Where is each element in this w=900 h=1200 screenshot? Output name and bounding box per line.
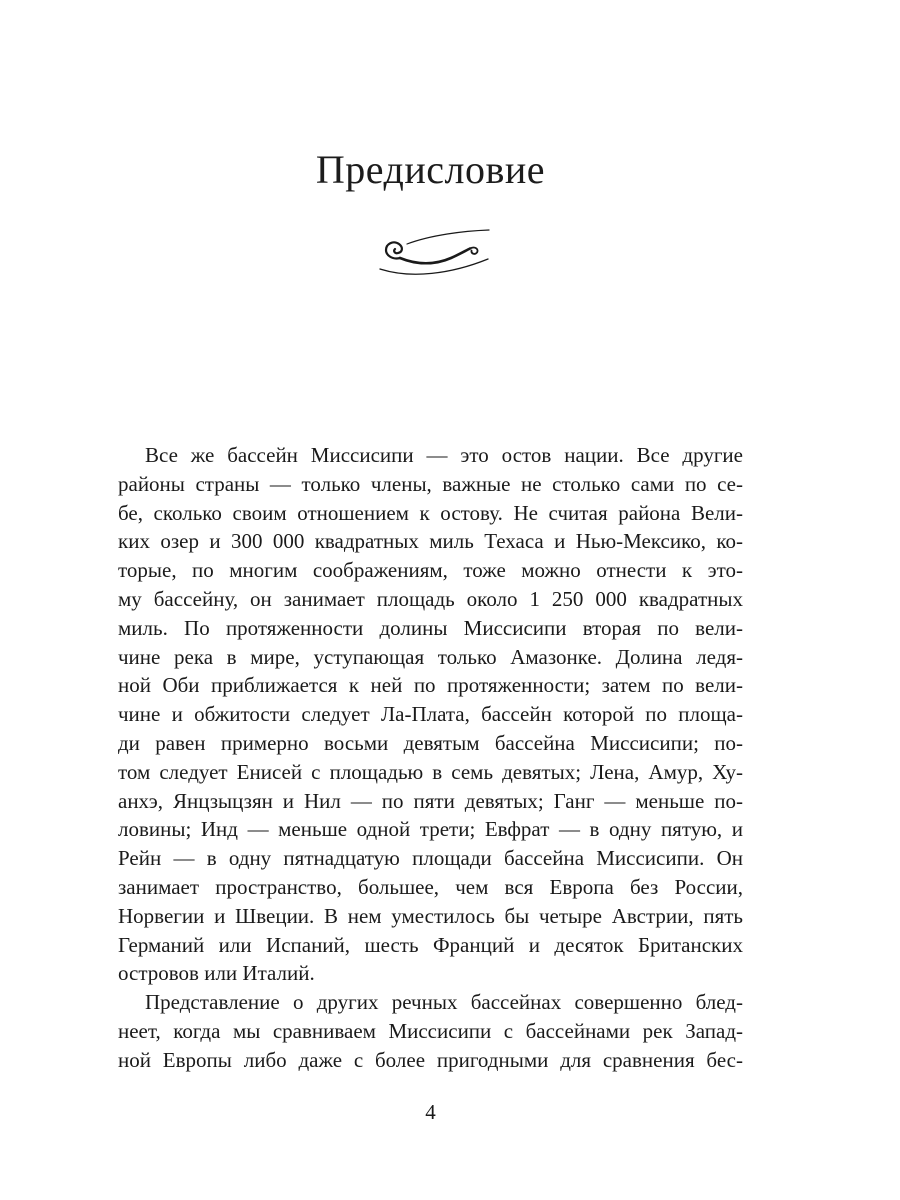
text-line: Норвегии и Швеции. В нем уместилось бы четыре Австрии, пять	[118, 903, 743, 928]
text-line: чине и обжитости следует Ла-Плата, бассейн которой по площа-	[118, 702, 743, 727]
text-line: Все же бассейн Миссисипи — это остов нации. Все другие	[145, 443, 743, 467]
page-number: 4	[425, 1100, 436, 1124]
text-line: му бассейну, он занимает площадь около 1 250 000 квадратных	[118, 586, 743, 611]
chapter-title: Предисловие	[315, 147, 546, 192]
text-line: ной Оби приближается к ней по протяженности; затем по вели-	[118, 673, 743, 698]
text-line: бе, сколько своим отношением к остову. Не считая района Вели-	[118, 500, 743, 525]
text-line: островов или Италий.	[118, 961, 315, 986]
text-line: ной Европы либо даже с более пригодными для сравнения бес-	[118, 1047, 743, 1072]
body-text	[118, 441, 743, 1075]
text-line: районы страны — только члены, важные не столько сами по се-	[118, 471, 743, 496]
text-line: занимает пространство, большее, чем вся Европа без России,	[118, 874, 743, 899]
text-line: ких озер и 300 000 квадратных миль Техаса и Нью-Мексико, ко-	[118, 529, 743, 554]
text-line: Представление о других речных бассейнах совершенно блед-	[145, 990, 743, 1015]
text-line: том следует Енисей с площадью в семь девятых; Лена, Амур, Ху-	[118, 759, 743, 784]
text-line: Рейн — в одну пятнадцатую площади бассейна Миссисипи. Он	[118, 846, 743, 871]
text-line: ловины; Инд — меньше одной трети; Евфрат — в одну пятую, и	[118, 817, 743, 842]
paragraph	[118, 441, 743, 988]
text-line: миль. По протяженности долины Миссисипи вторая по вели-	[118, 615, 743, 640]
flourish-ornament-icon	[365, 221, 495, 291]
text-line: торые, по многим соображениям, тоже можно отнести к это-	[118, 558, 743, 583]
text-line: чине река в мире, уступающая только Амазонке. Долина ледя-	[118, 644, 743, 669]
text-line: Германий или Испаний, шесть Франций и десяток Британских	[118, 932, 743, 957]
text-line: ди равен примерно восьми девятым бассейна Миссисипи; по-	[118, 730, 743, 755]
paragraph	[118, 988, 743, 1074]
text-line: анхэ, Янцзыцзян и Нил — по пяти девятых; Ганг — меньше по-	[118, 788, 743, 813]
text-line: неет, когда мы сравниваем Миссисипи с бассейнами рек Запад-	[118, 1018, 743, 1043]
